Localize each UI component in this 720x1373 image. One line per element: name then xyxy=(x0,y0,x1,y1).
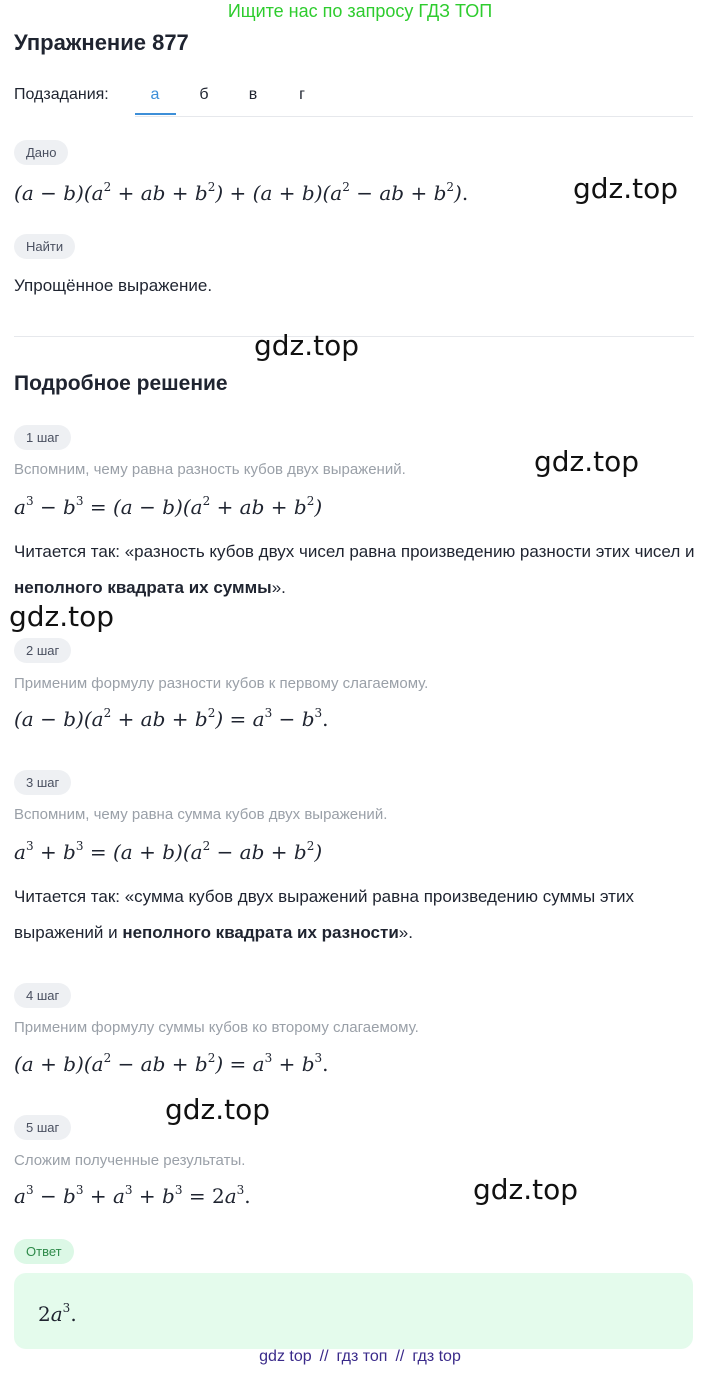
step-5-badge: 5 шаг xyxy=(14,1115,71,1140)
find-text: Упрощённое выражение. xyxy=(14,276,213,295)
answer-box xyxy=(14,1273,693,1349)
step-4-hint: Применим формулу суммы кубов ко второму слагаемому. xyxy=(14,1019,419,1036)
footer-separator: // xyxy=(395,1348,405,1365)
step-3-reading-suffix: ». xyxy=(398,923,413,942)
watermark: gdz.top xyxy=(165,1093,271,1126)
watermark: gdz.top xyxy=(9,600,115,633)
step-1-reading-suffix: ». xyxy=(271,578,286,597)
find-badge: Найти xyxy=(14,234,75,259)
footer-link-1[interactable]: gdz top xyxy=(259,1348,312,1365)
watermark: gdz.top xyxy=(254,329,360,362)
page-title: Упражнение 877 xyxy=(14,30,189,55)
step-2-badge: 2 шаг xyxy=(14,638,71,663)
step-1-reading-bold: неполного квадрата их суммы xyxy=(14,578,272,597)
answer-value: $2a^3$. xyxy=(38,1301,77,1326)
footer-separator: // xyxy=(319,1348,329,1365)
step-5-hint: Сложим полученные результаты. xyxy=(14,1152,246,1169)
watermark: gdz.top xyxy=(534,445,640,478)
watermark: gdz.top xyxy=(473,1173,579,1206)
promo-banner: Ищите нас по запросу ГДЗ ТОП xyxy=(227,1,493,21)
step-1-formula: $a^3 - b^3 = (a - b)(a^2$ + ab + $b^2$) xyxy=(14,494,323,519)
step-4-badge: 4 шаг xyxy=(14,983,71,1008)
footer-links xyxy=(0,1348,720,1366)
step-2-formula: $(a - b)(a^2$ + ab + $b^2) = a^3 - b^3$. xyxy=(14,706,329,731)
step-5-formula: $a^3 - b^3 + a^3 + b^3 = 2a^3$. xyxy=(14,1183,251,1208)
given-expression: $(a - b)(a^2$ + ab + $b^2) + (a + b)(a^2$ − ab + $b^2$). xyxy=(14,180,469,205)
step-3-reading-prefix: Читается так: «сумма кубов двух выражений равна произведению суммы этих выражений и xyxy=(14,887,634,942)
footer-link-3[interactable]: гдз top xyxy=(412,1348,461,1365)
step-3-reading xyxy=(14,879,704,951)
step-3-hint: Вспомним, чему равна сумма кубов двух выражений. xyxy=(14,806,388,823)
footer-link-2[interactable]: гдз топ xyxy=(336,1348,388,1365)
subtasks-label: Подзадания: xyxy=(14,86,109,103)
tabs-divider xyxy=(135,116,693,117)
step-4-formula: $(a + b)(a^2$ − ab + $b^2) = a^3 + b^3$. xyxy=(14,1051,329,1076)
tab-b[interactable]: б xyxy=(199,86,209,103)
tab-g[interactable]: г xyxy=(299,86,305,103)
step-3-reading-bold: неполного квадрата их разности xyxy=(122,923,399,942)
step-1-badge: 1 шаг xyxy=(14,425,71,450)
step-2-hint: Применим формулу разности кубов к первому слагаемому. xyxy=(14,675,429,692)
tab-a[interactable]: а xyxy=(150,86,160,103)
step-1-reading-prefix: Читается так: «разность кубов двух чисел равна произведению разности этих чисел и xyxy=(14,542,695,561)
step-1-reading xyxy=(14,534,704,606)
solution-title: Подробное решение xyxy=(14,372,228,395)
given-badge: Дано xyxy=(14,140,68,165)
step-3-badge: 3 шаг xyxy=(14,770,71,795)
watermark: gdz.top xyxy=(573,172,679,205)
step-3-formula: $a^3 + b^3 = (a + b)(a^2$ − ab + $b^2$) xyxy=(14,839,323,864)
answer-badge: Ответ xyxy=(14,1239,74,1264)
tab-v[interactable]: в xyxy=(248,86,258,103)
step-1-hint: Вспомним, чему равна разность кубов двух выражений. xyxy=(14,461,406,478)
active-tab-indicator xyxy=(135,113,176,115)
